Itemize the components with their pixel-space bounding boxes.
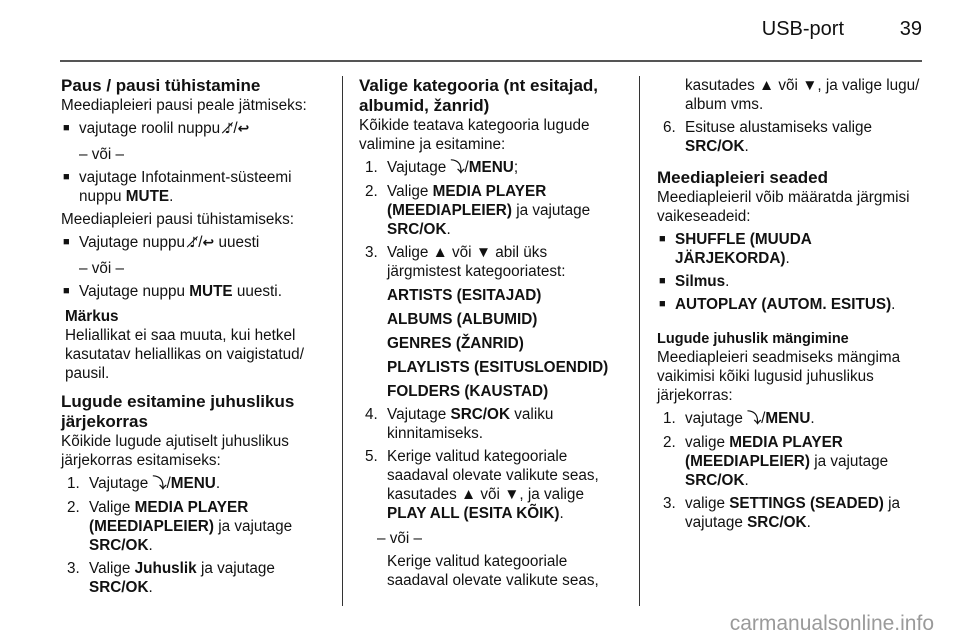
category-option: GENRES (ŽANRID)	[387, 335, 524, 352]
step-continuation: kasutades ▲ või ▼, ja valige lugu/ album vms.	[685, 77, 920, 113]
section-heading-shuffle: Lugude esitamine juhuslikus järjekorras	[61, 392, 295, 431]
mute-label: MUTE	[125, 188, 170, 205]
bullet-item: ■ Silmus.	[657, 272, 927, 291]
watermark[interactable]: carmanualsonline.info	[729, 612, 934, 635]
page-header	[0, 0, 960, 60]
down-arrow-icon: ▼	[802, 77, 818, 94]
step-item: 1. Vajutage ⤵/MENU.	[67, 475, 221, 492]
intro-text: Meediapleieri pausi peale jätmiseks:	[61, 97, 307, 114]
column-middle	[359, 76, 622, 590]
step-item: 3. valige SETTINGS (SEADED) ja vajutage SRC/OK.	[663, 495, 901, 531]
step-item: 2. Valige MEDIA PLAYER (MEEDIAPLEIER) ja vajutage SRC/OK.	[67, 499, 293, 554]
step-continuation: Kerige valitud kategooriale saadaval olevate valikute seas,	[387, 553, 599, 589]
note-mute-icon: ♪̸	[224, 121, 234, 137]
step-item: 3. Valige ▲ või ▼ abil üks järgmistest kategooriatest:	[365, 244, 566, 280]
or-separator: – või –	[79, 260, 125, 277]
page-title: USB-port	[761, 18, 844, 40]
step-item: 2. valige MEDIA PLAYER (MEEDIAPLEIER) ja vajutage SRC/OK.	[663, 434, 889, 489]
menu-knob-icon: ⤵	[747, 411, 762, 427]
header-rule	[60, 60, 922, 62]
or-separator: – või –	[377, 530, 423, 547]
intro-text: Kõikide teatava kategooria lugude valimine ja esitamine:	[359, 117, 590, 153]
step-item: 1. vajutage ⤵/MENU.	[663, 410, 815, 427]
column-left	[61, 76, 329, 597]
down-arrow-icon: ▼	[475, 244, 491, 261]
or-separator: – või –	[79, 146, 125, 163]
step-item: 2. Valige MEDIA PLAYER (MEEDIAPLEIER) ja vajutage SRC/OK.	[365, 183, 591, 238]
category-option: ARTISTS (ESITAJAD)	[387, 287, 542, 304]
step-item: 4. Vajutage SRC/OK valiku kinnitamiseks.	[365, 406, 554, 442]
note-mute-icon: ♪̸	[189, 235, 199, 251]
up-arrow-icon: ▲	[460, 486, 477, 503]
back-arrow-icon: ↩	[237, 121, 250, 137]
step-item: 3. Valige Juhuslik ja vajutage SRC/OK.	[67, 560, 275, 596]
back-arrow-icon: ↩	[202, 235, 215, 251]
bullet-item: ■ SHUFFLE (MUUDA JÄRJEKORDA).	[657, 230, 927, 268]
intro-text: Meediapleieri seadmiseks mängima vaikimisi kõiki lugusid juhuslikus järjekorras:	[657, 349, 901, 404]
step-item: 5. Kerige valitud kategooriale saadaval olevate valikute seas, kasutades ▲ või ▼, ja valige PLAY ALL (ESITA KÕIK).	[365, 448, 599, 522]
note-block: Märkus Heliallikat ei saa muuta, kui hetkel kasutatav heliallikas on vaigistatud/ pausil.	[61, 307, 329, 383]
intro-text: Meediapleieril võib määratda järgmisi vaikeseadeid:	[657, 189, 910, 225]
section-heading-pause: Paus / pausi tühistamine	[61, 76, 261, 95]
column-right	[657, 76, 927, 532]
bullet-item: ■ vajutage Infotainment-süsteemi nuppu MUTE.	[61, 168, 329, 206]
step-item: 1. Vajutage ⤵/MENU;	[365, 159, 519, 176]
bullet-item: ■ Vajutage nuppu ♪̸/↩ uuesti	[61, 233, 329, 253]
category-option: PLAYLISTS (ESITUSLOENDID)	[387, 359, 609, 376]
bullet-item: ■ Vajutage nuppu MUTE uuesti.	[61, 282, 329, 301]
column-divider	[639, 76, 640, 606]
step-item: 6. Esituse alustamiseks valige SRC/OK.	[663, 119, 873, 155]
bullet-item: ■ vajutage roolil nuppu ♪̸/↩	[61, 119, 329, 139]
down-arrow-icon: ▼	[504, 486, 520, 503]
intro-text: Kõikide lugude ajutiselt juhuslikus järjekorras esitamiseks:	[61, 433, 289, 469]
up-arrow-icon: ▲	[758, 77, 775, 94]
menu-knob-icon: ⤵	[152, 476, 167, 492]
section-heading-random-play: Lugude juhuslik mängimine	[657, 331, 849, 347]
bullet-item: ■ AUTOPLAY (AUTOM. ESITUS).	[657, 295, 927, 314]
section-heading-settings: Meediapleieri seaded	[657, 168, 829, 187]
note-title: Märkus	[65, 308, 119, 325]
mute-label: MUTE	[189, 283, 233, 300]
up-arrow-icon: ▲	[432, 244, 448, 261]
section-heading-category: Valige kategooria (nt esitajad, albumid, žanrid)	[359, 76, 599, 115]
intro-text: Meediapleieri pausi tühistamiseks:	[61, 211, 294, 228]
category-option: ALBUMS (ALBUMID)	[387, 311, 538, 328]
page-number: 39	[899, 18, 922, 40]
column-divider	[342, 76, 343, 606]
category-option: FOLDERS (KAUSTAD)	[387, 383, 549, 400]
menu-knob-icon: ⤵	[450, 160, 465, 176]
